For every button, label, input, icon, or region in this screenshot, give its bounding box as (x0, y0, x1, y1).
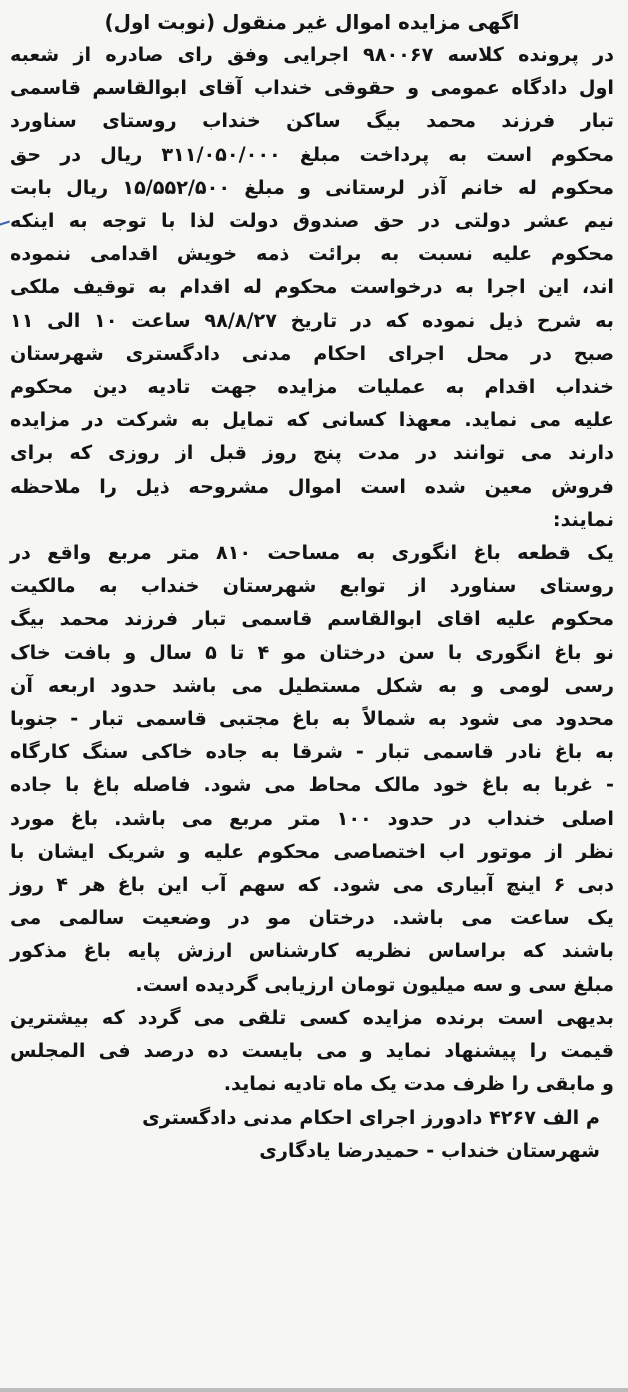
body-line: بدیهی است برنده مزایده کسی تلقی می گردد که بیشترین (10, 1005, 614, 1029)
body-line: و مابقی را ظرف مدت یک ماه تادیه نماید. (223, 1072, 614, 1096)
body-line: خنداب اقدام به عملیات مزایده جهت تادیه دین محکوم (10, 375, 614, 399)
body-line: روستای سناورد از توابع شهرستان خنداب به مالکیت (10, 574, 614, 598)
body-line: مبلغ سی و سه میلیون تومان ارزیابی گردیده است. (135, 972, 614, 996)
body-line: علیه می نماید. معهذا کسانی که تمایل به شرکت در مزایده (10, 408, 614, 432)
body-line: به شرح ذیل نموده که در تاریخ ۹۸/۸/۲۷ ساعت ۱۰ الی ۱۱ (10, 308, 614, 332)
body-line: باشند که براساس نظریه کارشناس ارزش پایه باغ مذکور (10, 939, 614, 963)
bottom-divider (0, 1388, 628, 1392)
body-line: صبح در محل اجرای احکام مدنی دادگستری شهرستان (10, 341, 614, 365)
body-line: محدود می شود به شمالاً به باغ مجتبی قاسمی تبار - جنوبا (10, 707, 614, 731)
footer-line: شهرستان خنداب - حمیدرضا یادگاری (259, 1138, 600, 1162)
body-line: یک قطعه باغ انگوری به مساحت ۸۱۰ متر مربع واقع در (10, 541, 614, 565)
body-line: دارند می توانند در مدت پنج روز قبل از روزی که برای (10, 441, 614, 465)
body-line: نمایند: (552, 507, 614, 531)
body-line: اند، این اجرا به درخواست محکوم له اقدام به توقیف ملکی (10, 275, 614, 299)
body-line: نیم عشر دولتی در حق صندوق دولت لذا با توجه به اینکه (10, 209, 614, 233)
body-line: به باغ نادر قاسمی تبار - شرقا به جاده خاکی سنگ کارگاه (10, 740, 614, 764)
body-line: محکوم علیه نسبت به برائت ذمه خویش اقدامی ننموده (10, 242, 614, 266)
body-line: قیمت را پیشنهاد نماید و می بایست ده درصد فی المجلس (10, 1039, 614, 1063)
body-line: دبی ۶ اینچ آبیاری می شود. که سهم آب این باغ هر ۴ روز (10, 873, 614, 897)
body-line: نظر از موتور اب اختصاصی محکوم علیه و شریک ایشان با (10, 839, 614, 863)
body-line: محکوم علیه اقای ابوالقاسم قاسمی تبار فرزند محمد بیگ (10, 607, 614, 631)
body-line: یک ساعت می باشد. درختان مو در وضعیت سالمی می (10, 906, 614, 930)
body-line: فروش معین شده است اموال مشروحه ذیل را ملاحظه (10, 474, 614, 498)
footer-line: م الف ۴۲۶۷ دادورز اجرای احکام مدنی دادگستری (142, 1105, 600, 1129)
body-line: نو باغ انگوری با سن درختان مو ۴ تا ۵ سال و بافت خاک (10, 640, 614, 664)
body-line: اول دادگاه عمومی و حقوقی خنداب آقای ابوالقاسم قاسمی (10, 76, 614, 100)
body-line: - غربا به باغ خود مالک محاط می شود. فاصله باغ با جاده (10, 773, 614, 797)
body-line: محکوم است به پرداخت مبلغ ۳۱۱/۰۵۰/۰۰۰ ریال در حق (10, 142, 614, 166)
body-line: در پرونده کلاسه ۹۸۰۰۶۷ اجرایی وفق رای صادره از شعبه (10, 43, 614, 66)
notice-body (10, 38, 614, 1101)
body-line: اصلی خنداب در حدود ۱۰۰ متر مربع می باشد. باغ مورد (10, 806, 615, 830)
notice-title: اگهی مزایده اموال غیر منقول (نوبت اول) (104, 10, 520, 34)
body-line: رسی لومی و به شکل مستطیل می باشد حدود اربعه آن (10, 673, 614, 697)
body-line: تبار فرزند محمد بیگ ساکن خنداب روستای سناورد (10, 109, 614, 133)
notice-footer (10, 1101, 614, 1167)
body-line: محکوم له خانم آذر لرستانی و مبلغ ۱۵/۵۵۲/۵۰۰ ریال بابت (10, 175, 615, 199)
